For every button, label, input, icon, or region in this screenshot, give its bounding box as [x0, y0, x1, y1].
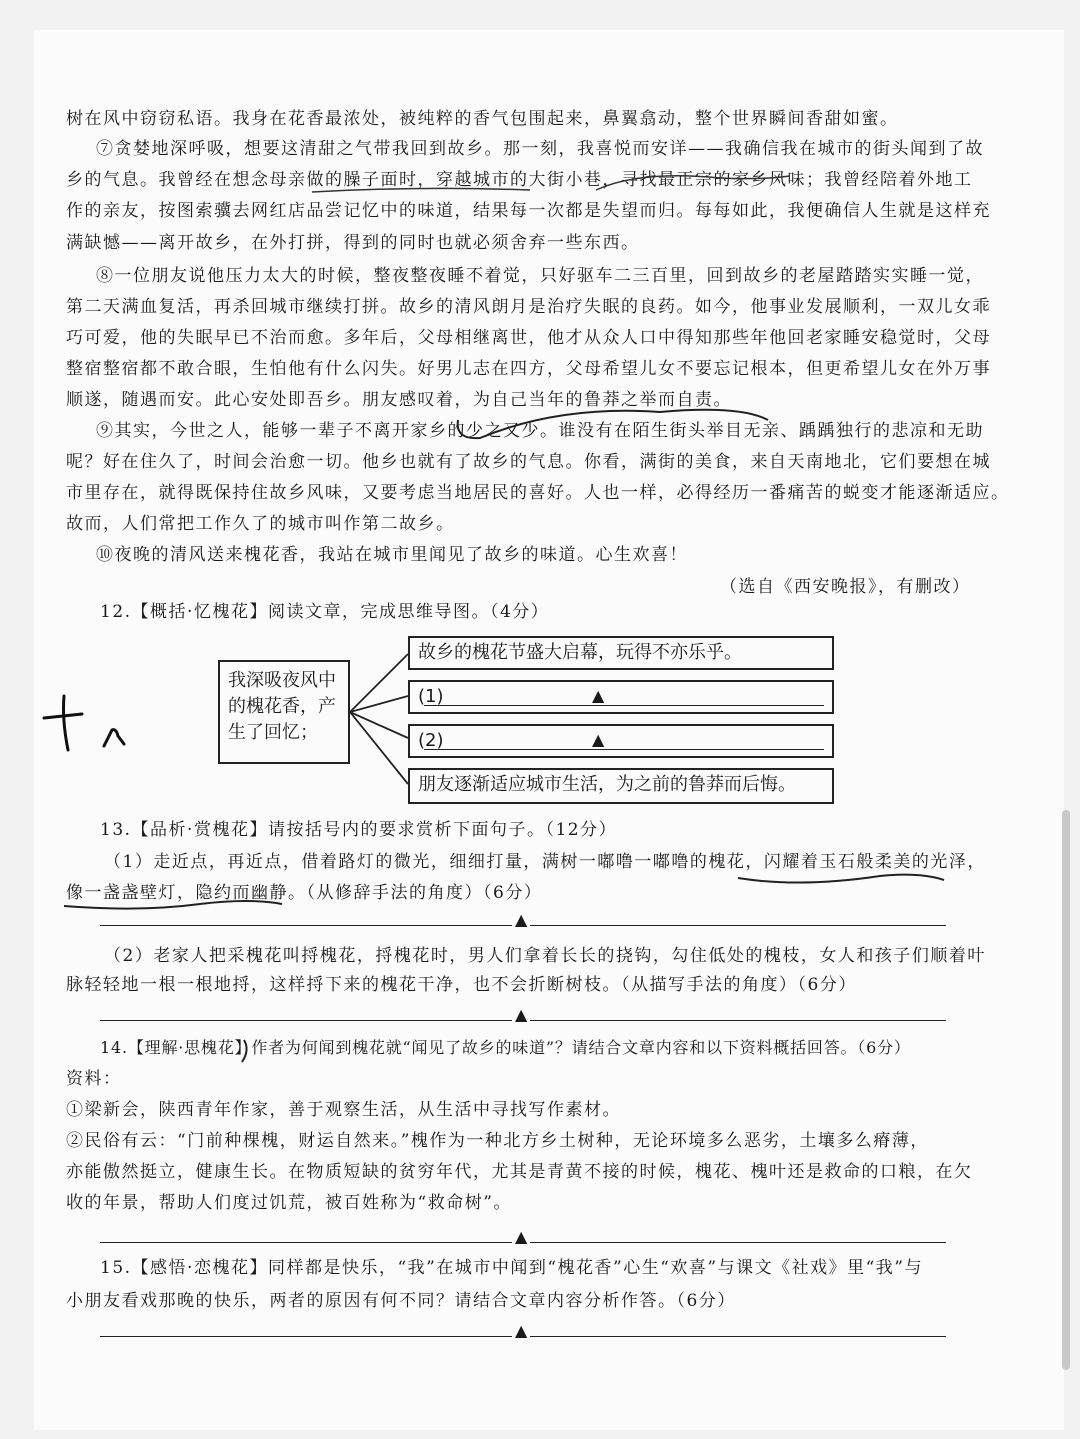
mindmap-branch-3[interactable] — [408, 724, 834, 758]
q15-stem: 15.【感悟·恋槐花】同样都是快乐，“我”在城市中闻到“槐花香”心生“欢喜”与课文《社戏》里“我”与 — [100, 1258, 923, 1278]
passage-line: 满缺憾——离开故乡，在外打拼，得到的同时也就必须舍弃一些东西。 — [66, 233, 640, 253]
answer-mark: ▲ — [592, 686, 605, 705]
mindmap-center-line: 我深吸夜风中 — [228, 670, 336, 691]
q14-material-2: 亦能傲然挺立，健康生长。在物质短缺的贫穷年代，尤其是青黄不接的时候，槐花、槐叶还是救命的口粮，在欠 — [66, 1162, 973, 1182]
answer-mark: ▲ — [512, 1007, 530, 1023]
passage-line: ⑨其实，今世之人，能够一辈子不离开家乡的少之又少。谁没有在陌生街头举目无亲、踽踽独行的悲凉和无助 — [96, 421, 984, 441]
mindmap-branch-1 — [408, 636, 834, 670]
passage-line: 故而，人们常把工作久了的城市叫作第二故乡。 — [66, 514, 455, 534]
passage-line: 呢？好在住久了，时间会治愈一切。他乡也就有了故乡的气息。你看，满街的美食，来自天南地北，它们要想在城 — [66, 452, 991, 472]
source-note: （选自《西安晚报》，有删改） — [720, 577, 971, 597]
answer-line — [424, 705, 824, 706]
q13-stem: 13.【品析·赏槐花】请按括号内的要求赏析下面句子。（12分） — [100, 820, 618, 840]
mindmap-center-line: 的槐花香，产 — [228, 696, 336, 717]
q13-s1-line: 像一盏盏壁灯，隐约而幽静。（从修辞手法的角度）（6分） — [66, 883, 543, 903]
passage-line: ⑧一位朋友说他压力太大的时候，整夜整夜睡不着觉，只好驱车二三百里，回到故乡的老屋踏踏实实睡一觉， — [96, 266, 984, 286]
passage-line: ⑦贪婪地深呼吸，想要这清甜之气带我回到故乡。那一刻，我喜悦而安详——我确信我在城市的街头闻到了故 — [96, 139, 984, 159]
answer-mark: ▲ — [592, 730, 605, 749]
q14-material-1: ①梁新会，陕西青年作家，善于观察生活，从生活中寻找写作素材。 — [66, 1100, 621, 1120]
q14-material-2: ②民俗有云：“门前种棵槐，财运自然来。”槐作为一种北方乡土树种，无论环境多么恶劣，土壤多么瘠薄， — [66, 1131, 929, 1151]
passage-line: 第二天满血复活，再杀回城市继续打拼。故乡的清风朗月是治疗失眠的良药。如今，他事业发展顺利，一双儿女乖 — [66, 297, 991, 317]
answer-mark: ▲ — [512, 1323, 530, 1339]
q14-material-label: 资料： — [66, 1069, 122, 1089]
q14-material-2: 收的年景，帮助人们度过饥荒，被百姓称为“救命树”。 — [66, 1193, 512, 1213]
mindmap-branch-text: 故乡的槐花节盛大启幕，玩得不亦乐乎。 — [418, 642, 742, 663]
blank-number: (1) — [418, 686, 444, 707]
q13-s1-line: （1）走近点，再近点，借着路灯的微光，细细打量，满树一嘟噜一嘟噜的槐花，闪耀着玉石般柔美的光泽， — [104, 852, 986, 872]
passage-line: 整宿整宿都不敢合眼，生怕他有什么闪失。好男儿志在四方，父母希望儿女不要忘记根本，但更希望儿女在外万事 — [66, 359, 991, 379]
handwritten-mark — [38, 690, 138, 760]
q14-stem: 14.【理解·思槐花】作者为何闻到槐花就“闻见了故乡的味道”？请结合文章内容和以下资料概括回答。（6分） — [100, 1038, 911, 1057]
answer-mark: ▲ — [512, 912, 530, 928]
q12-stem: 12.【概括·忆槐花】阅读文章，完成思维导图。（4分） — [100, 602, 550, 622]
passage-line: ⑩夜晚的清风送来槐花香，我站在城市里闻见了故乡的味道。心生欢喜！ — [96, 545, 688, 565]
mindmap-center-line: 生了回忆； — [228, 722, 318, 743]
mindmap-branch-2[interactable] — [408, 680, 834, 714]
q15-stem-line: 小朋友看戏那晚的快乐，两者的原因有何不同？请结合文章内容分析作答。（6分） — [66, 1291, 736, 1311]
mindmap-branch-text: 朋友逐渐适应城市生活，为之前的鲁莽而后悔。 — [418, 774, 796, 795]
passage-line: 市里存在，就得既保持住故乡风味，又要考虑当地居民的喜好。人也一样，必得经历一番痛苦的蜕变才能逐渐适应。 — [66, 483, 1010, 503]
passage-line: 树在风中窃窃私语。我身在花香最浓处，被纯粹的香气包围起来，鼻翼翕动，整个世界瞬间香甜如蜜。 — [66, 109, 899, 129]
answer-mark: ▲ — [512, 1229, 530, 1245]
passage-line: 乡的气息。我曾经在想念母亲做的臊子面时，穿越城市的大街小巷，寻找最正宗的家乡风味；我曾经陪着外地工 — [66, 170, 973, 190]
q13-s2-line: （2）老家人把采槐花叫捋槐花，捋槐花时，男人们拿着长长的挠钩，勾住低处的槐枝，女人和孩子们顺着叶 — [104, 946, 986, 966]
passage-line: 顺遂，随遇而安。此心安处即吾乡。朋友感叹着，为自己当年的鲁莽之举而自责。 — [66, 390, 732, 410]
mindmap-branch-4 — [408, 768, 834, 804]
blank-number: (2) — [418, 730, 444, 751]
passage-line: 巧可爱，他的失眠早已不治而愈。多年后，父母相继离世，他才从众人口中得知那些年他回老家睡安稳觉时，父母 — [66, 328, 991, 348]
answer-line — [424, 749, 824, 750]
mindmap-center — [218, 660, 350, 764]
passage-line: 作的亲友，按图索骥去网红店品尝记忆中的味道，结果每一次都是失望而归。每每如此，我便确信人生就是这样充 — [66, 201, 991, 221]
q13-s2-line: 脉轻轻地一根一根地捋，这样捋下来的槐花干净，也不会折断树枝。（从描写手法的角度）（6分） — [66, 975, 857, 995]
mindmap-connectors — [350, 640, 412, 800]
